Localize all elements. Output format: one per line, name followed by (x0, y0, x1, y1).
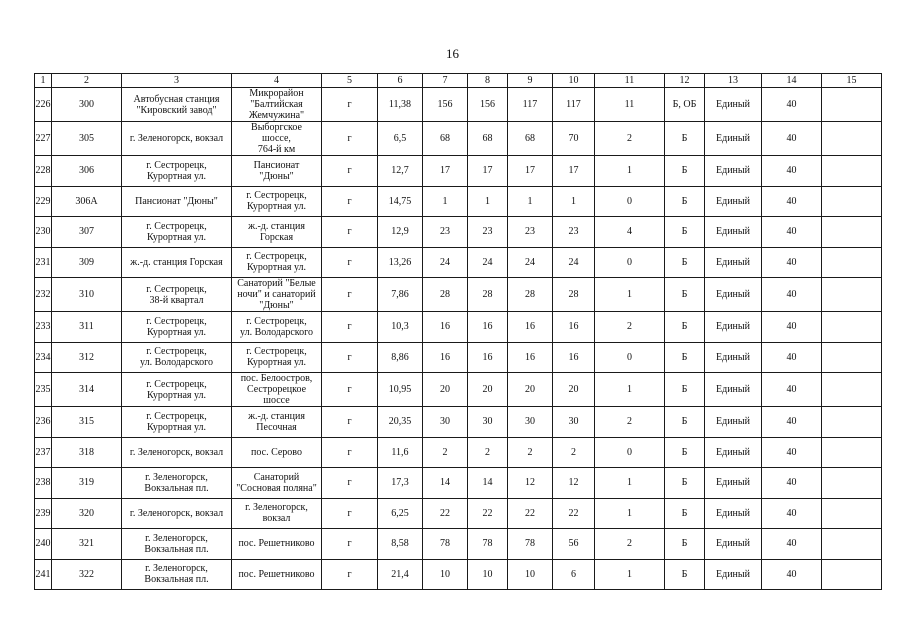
col-8-value: 68 (468, 122, 508, 156)
col-8-value: 14 (468, 468, 508, 499)
col-10-value: 28 (553, 278, 595, 312)
table-row (35, 217, 882, 248)
col-9-value: 12 (508, 468, 553, 499)
route-start: г. Сестрорецк, Курортная ул. (122, 217, 232, 248)
col-8-value: 24 (468, 247, 508, 278)
col-7-value: 68 (423, 122, 468, 156)
table-row (35, 88, 882, 122)
column-header: 1 (35, 74, 52, 88)
vehicle-class: Б (665, 342, 705, 373)
route-length: 10,95 (378, 373, 423, 407)
col-8-value: 16 (468, 312, 508, 343)
column-header: 7 (423, 74, 468, 88)
row-index: 233 (35, 312, 52, 343)
route-start: г. Сестрорецк, Курортная ул. (122, 373, 232, 407)
col-15-value (822, 407, 882, 438)
column-header: 8 (468, 74, 508, 88)
route-end: пос. Белоостров, Сестрорецкое шоссе (232, 373, 322, 407)
col-7-value: 14 (423, 468, 468, 499)
table-row (35, 529, 882, 560)
route-length: 21,4 (378, 559, 423, 590)
col-7-value: 23 (423, 217, 468, 248)
route-length: 20,35 (378, 407, 423, 438)
route-start: ж.-д. станция Горская (122, 247, 232, 278)
col-10-value: 2 (553, 437, 595, 468)
page-number: 16 (446, 46, 459, 61)
tariff-type: Единый (705, 437, 762, 468)
route-number: 309 (52, 247, 122, 278)
col-11-value: 2 (595, 407, 665, 438)
table-row (35, 186, 882, 217)
vehicle-class: Б (665, 407, 705, 438)
col-9-value: 24 (508, 247, 553, 278)
tariff-type: Единый (705, 278, 762, 312)
column-header: 12 (665, 74, 705, 88)
route-type: г (322, 407, 378, 438)
route-number: 319 (52, 468, 122, 499)
column-header: 10 (553, 74, 595, 88)
row-index: 230 (35, 217, 52, 248)
col-14-value: 40 (762, 156, 822, 187)
col-14-value: 40 (762, 498, 822, 529)
tariff-type: Единый (705, 88, 762, 122)
column-header: 13 (705, 74, 762, 88)
route-length: 8,86 (378, 342, 423, 373)
route-number: 310 (52, 278, 122, 312)
route-type: г (322, 278, 378, 312)
tariff-type: Единый (705, 342, 762, 373)
col-8-value: 17 (468, 156, 508, 187)
col-10-value: 1 (553, 186, 595, 217)
vehicle-class: Б (665, 559, 705, 590)
col-11-value: 0 (595, 437, 665, 468)
route-length: 13,26 (378, 247, 423, 278)
col-15-value (822, 498, 882, 529)
col-8-value: 23 (468, 217, 508, 248)
col-10-value: 22 (553, 498, 595, 529)
route-start: г. Сестрорецк, Курортная ул. (122, 407, 232, 438)
route-number: 315 (52, 407, 122, 438)
tariff-type: Единый (705, 559, 762, 590)
col-10-value: 30 (553, 407, 595, 438)
header-row (35, 74, 882, 88)
col-9-value: 22 (508, 498, 553, 529)
vehicle-class: Б (665, 312, 705, 343)
col-14-value: 40 (762, 373, 822, 407)
col-10-value: 117 (553, 88, 595, 122)
column-header: 14 (762, 74, 822, 88)
route-number: 320 (52, 498, 122, 529)
vehicle-class: Б (665, 156, 705, 187)
col-11-value: 2 (595, 312, 665, 343)
column-header: 3 (122, 74, 232, 88)
col-8-value: 28 (468, 278, 508, 312)
column-header: 5 (322, 74, 378, 88)
route-type: г (322, 559, 378, 590)
col-9-value: 28 (508, 278, 553, 312)
route-start: г. Зеленогорск, Вокзальная пл. (122, 468, 232, 499)
col-9-value: 16 (508, 312, 553, 343)
col-7-value: 16 (423, 312, 468, 343)
tariff-type: Единый (705, 407, 762, 438)
route-number: 300 (52, 88, 122, 122)
col-10-value: 17 (553, 156, 595, 187)
col-15-value (822, 278, 882, 312)
route-type: г (322, 186, 378, 217)
col-7-value: 78 (423, 529, 468, 560)
row-index: 229 (35, 186, 52, 217)
tariff-type: Единый (705, 373, 762, 407)
col-7-value: 30 (423, 407, 468, 438)
route-end: Микрорайон "Балтийская Жемчужина" (232, 88, 322, 122)
route-length: 11,38 (378, 88, 423, 122)
route-start: г. Зеленогорск, вокзал (122, 437, 232, 468)
vehicle-class: Б (665, 498, 705, 529)
route-start: г. Сестрорецк, 38-й квартал (122, 278, 232, 312)
col-9-value: 23 (508, 217, 553, 248)
col-9-value: 68 (508, 122, 553, 156)
table-row (35, 342, 882, 373)
col-8-value: 20 (468, 373, 508, 407)
route-type: г (322, 373, 378, 407)
route-end: Санаторий "Белые ночи" и санаторий "Дюны" (232, 278, 322, 312)
col-15-value (822, 312, 882, 343)
col-15-value (822, 186, 882, 217)
col-9-value: 16 (508, 342, 553, 373)
route-type: г (322, 247, 378, 278)
col-15-value (822, 342, 882, 373)
route-start: Пансионат "Дюны" (122, 186, 232, 217)
col-15-value (822, 156, 882, 187)
col-15-value (822, 559, 882, 590)
column-header: 4 (232, 74, 322, 88)
column-header: 11 (595, 74, 665, 88)
tariff-type: Единый (705, 122, 762, 156)
table-row (35, 498, 882, 529)
vehicle-class: Б (665, 278, 705, 312)
col-15-value (822, 122, 882, 156)
col-7-value: 2 (423, 437, 468, 468)
table-row (35, 312, 882, 343)
route-end: г. Сестрорецк, Курортная ул. (232, 247, 322, 278)
route-number: 305 (52, 122, 122, 156)
col-9-value: 20 (508, 373, 553, 407)
vehicle-class: Б (665, 247, 705, 278)
route-length: 6,25 (378, 498, 423, 529)
col-8-value: 30 (468, 407, 508, 438)
tariff-type: Единый (705, 498, 762, 529)
col-14-value: 40 (762, 407, 822, 438)
col-7-value: 22 (423, 498, 468, 529)
route-end: Пансионат "Дюны" (232, 156, 322, 187)
column-header: 15 (822, 74, 882, 88)
col-8-value: 10 (468, 559, 508, 590)
route-number: 314 (52, 373, 122, 407)
col-11-value: 0 (595, 186, 665, 217)
row-index: 231 (35, 247, 52, 278)
column-header: 9 (508, 74, 553, 88)
col-8-value: 16 (468, 342, 508, 373)
route-number: 306 (52, 156, 122, 187)
table-row (35, 247, 882, 278)
col-7-value: 156 (423, 88, 468, 122)
vehicle-class: Б (665, 437, 705, 468)
col-9-value: 10 (508, 559, 553, 590)
col-8-value: 1 (468, 186, 508, 217)
route-number: 322 (52, 559, 122, 590)
col-15-value (822, 468, 882, 499)
col-10-value: 24 (553, 247, 595, 278)
col-7-value: 28 (423, 278, 468, 312)
route-type: г (322, 88, 378, 122)
col-14-value: 40 (762, 529, 822, 560)
col-9-value: 2 (508, 437, 553, 468)
row-index: 238 (35, 468, 52, 499)
vehicle-class: Б (665, 217, 705, 248)
col-15-value (822, 217, 882, 248)
route-start: г. Сестрорецк, ул. Володарского (122, 342, 232, 373)
vehicle-class: Б (665, 468, 705, 499)
route-type: г (322, 156, 378, 187)
route-length: 7,86 (378, 278, 423, 312)
col-10-value: 12 (553, 468, 595, 499)
col-11-value: 4 (595, 217, 665, 248)
vehicle-class: Б (665, 373, 705, 407)
tariff-type: Единый (705, 529, 762, 560)
route-end: г. Зеленогорск, вокзал (232, 498, 322, 529)
route-end: г. Сестрорецк, Курортная ул. (232, 186, 322, 217)
col-14-value: 40 (762, 342, 822, 373)
col-11-value: 1 (595, 559, 665, 590)
route-length: 12,7 (378, 156, 423, 187)
route-end: ж.-д. станция Горская (232, 217, 322, 248)
col-15-value (822, 88, 882, 122)
route-number: 311 (52, 312, 122, 343)
col-8-value: 156 (468, 88, 508, 122)
table-row (35, 122, 882, 156)
col-15-value (822, 373, 882, 407)
route-length: 17,3 (378, 468, 423, 499)
col-11-value: 2 (595, 529, 665, 560)
tariff-type: Единый (705, 468, 762, 499)
col-14-value: 40 (762, 278, 822, 312)
col-10-value: 23 (553, 217, 595, 248)
table-row (35, 559, 882, 590)
col-10-value: 6 (553, 559, 595, 590)
col-15-value (822, 529, 882, 560)
row-index: 235 (35, 373, 52, 407)
row-index: 239 (35, 498, 52, 529)
col-11-value: 1 (595, 156, 665, 187)
route-end: г. Сестрорецк, ул. Володарского (232, 312, 322, 343)
col-9-value: 17 (508, 156, 553, 187)
route-length: 6,5 (378, 122, 423, 156)
col-10-value: 56 (553, 529, 595, 560)
route-type: г (322, 342, 378, 373)
col-7-value: 24 (423, 247, 468, 278)
col-8-value: 78 (468, 529, 508, 560)
table-row (35, 373, 882, 407)
col-14-value: 40 (762, 312, 822, 343)
vehicle-class: Б (665, 122, 705, 156)
col-14-value: 40 (762, 559, 822, 590)
col-7-value: 16 (423, 342, 468, 373)
vehicle-class: Б (665, 529, 705, 560)
col-7-value: 1 (423, 186, 468, 217)
col-8-value: 2 (468, 437, 508, 468)
col-9-value: 30 (508, 407, 553, 438)
route-end: Выборгское шоссе, 764-й км (232, 122, 322, 156)
row-index: 236 (35, 407, 52, 438)
route-start: Автобусная станция "Кировский завод" (122, 88, 232, 122)
col-11-value: 1 (595, 468, 665, 499)
route-type: г (322, 122, 378, 156)
col-8-value: 22 (468, 498, 508, 529)
col-11-value: 2 (595, 122, 665, 156)
row-index: 240 (35, 529, 52, 560)
route-start: г. Зеленогорск, вокзал (122, 498, 232, 529)
table-row (35, 156, 882, 187)
col-10-value: 16 (553, 342, 595, 373)
col-7-value: 17 (423, 156, 468, 187)
col-14-value: 40 (762, 186, 822, 217)
table-row (35, 437, 882, 468)
route-end: пос. Серово (232, 437, 322, 468)
route-type: г (322, 217, 378, 248)
col-15-value (822, 247, 882, 278)
col-11-value: 0 (595, 342, 665, 373)
table-row (35, 468, 882, 499)
route-start: г. Зеленогорск, Вокзальная пл. (122, 529, 232, 560)
row-index: 228 (35, 156, 52, 187)
col-11-value: 1 (595, 278, 665, 312)
row-index: 234 (35, 342, 52, 373)
col-14-value: 40 (762, 247, 822, 278)
route-type: г (322, 498, 378, 529)
row-index: 226 (35, 88, 52, 122)
col-7-value: 10 (423, 559, 468, 590)
route-number: 321 (52, 529, 122, 560)
route-number: 312 (52, 342, 122, 373)
col-10-value: 16 (553, 312, 595, 343)
col-11-value: 0 (595, 247, 665, 278)
route-start: г. Зеленогорск, вокзал (122, 122, 232, 156)
route-length: 11,6 (378, 437, 423, 468)
tariff-type: Единый (705, 156, 762, 187)
table-row (35, 407, 882, 438)
route-start: г. Зеленогорск, Вокзальная пл. (122, 559, 232, 590)
route-length: 12,9 (378, 217, 423, 248)
route-length: 8,58 (378, 529, 423, 560)
tariff-type: Единый (705, 247, 762, 278)
tariff-type: Единый (705, 217, 762, 248)
route-length: 10,3 (378, 312, 423, 343)
col-14-value: 40 (762, 217, 822, 248)
route-end: пос. Решетниково (232, 529, 322, 560)
row-index: 237 (35, 437, 52, 468)
vehicle-class: Б (665, 186, 705, 217)
col-9-value: 1 (508, 186, 553, 217)
tariff-type: Единый (705, 312, 762, 343)
route-end: ж.-д. станция Песочная (232, 407, 322, 438)
route-start: г. Сестрорецк, Курортная ул. (122, 156, 232, 187)
col-10-value: 20 (553, 373, 595, 407)
row-index: 232 (35, 278, 52, 312)
column-header: 2 (52, 74, 122, 88)
route-number: 318 (52, 437, 122, 468)
col-14-value: 40 (762, 437, 822, 468)
route-end: пос. Решетниково (232, 559, 322, 590)
col-7-value: 20 (423, 373, 468, 407)
col-11-value: 1 (595, 373, 665, 407)
route-type: г (322, 529, 378, 560)
column-header: 6 (378, 74, 423, 88)
col-14-value: 40 (762, 122, 822, 156)
col-9-value: 78 (508, 529, 553, 560)
col-14-value: 40 (762, 88, 822, 122)
route-type: г (322, 437, 378, 468)
route-number: 306А (52, 186, 122, 217)
row-index: 227 (35, 122, 52, 156)
col-9-value: 117 (508, 88, 553, 122)
route-type: г (322, 468, 378, 499)
col-10-value: 70 (553, 122, 595, 156)
route-number: 307 (52, 217, 122, 248)
tariff-type: Единый (705, 186, 762, 217)
table-row (35, 278, 882, 312)
route-end: Санаторий "Сосновая поляна" (232, 468, 322, 499)
col-11-value: 11 (595, 88, 665, 122)
route-start: г. Сестрорецк, Курортная ул. (122, 312, 232, 343)
route-length: 14,75 (378, 186, 423, 217)
route-type: г (322, 312, 378, 343)
route-end: г. Сестрорецк, Курортная ул. (232, 342, 322, 373)
col-15-value (822, 437, 882, 468)
col-11-value: 1 (595, 498, 665, 529)
vehicle-class: Б, ОБ (665, 88, 705, 122)
col-14-value: 40 (762, 468, 822, 499)
route-table (34, 73, 882, 590)
row-index: 241 (35, 559, 52, 590)
